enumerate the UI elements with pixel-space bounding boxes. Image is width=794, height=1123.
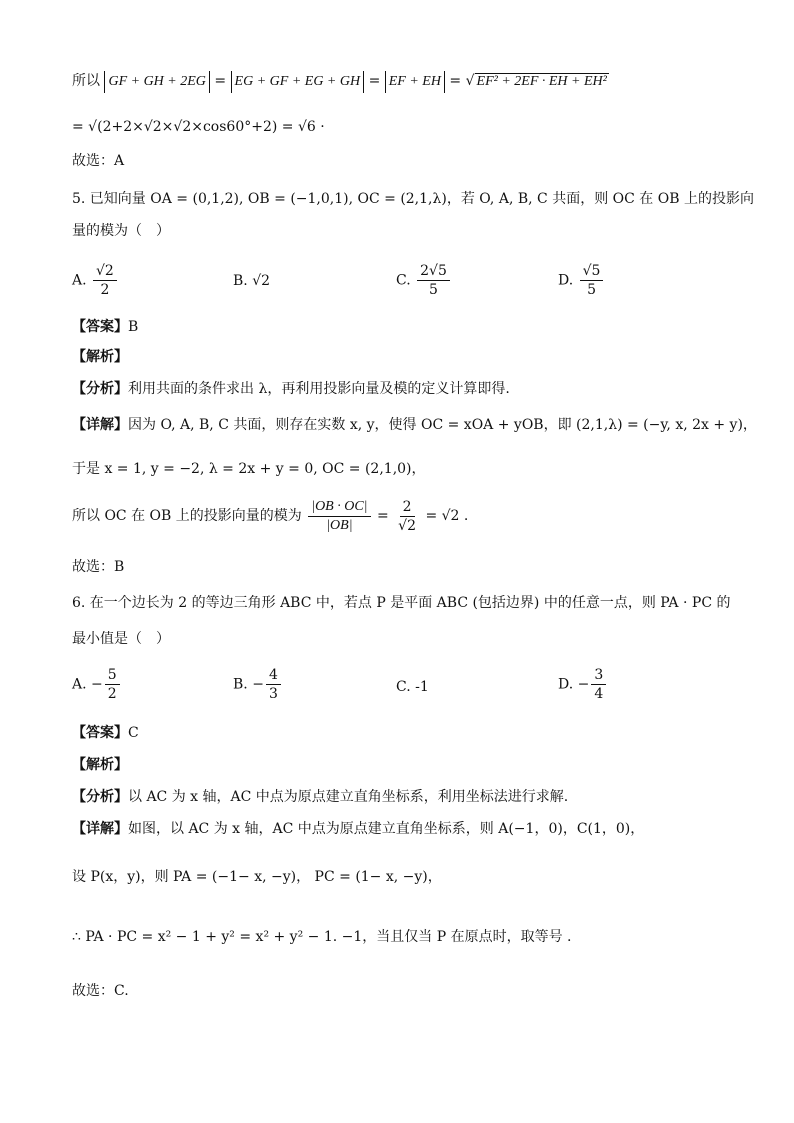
q6-d-den: 4 xyxy=(594,686,604,702)
top-expr-3: EF + EH xyxy=(385,71,445,93)
q5-a-num: √2 xyxy=(93,262,117,281)
q5-so-text: 所以 OC 在 OB 上的投影向量的模为 xyxy=(72,508,302,524)
q6-xiangjie-tag: 【详解】 xyxy=(72,821,128,837)
q5-option-c xyxy=(396,262,452,299)
top-line-2: = √(2+2×√2×√2×cos60°+2) = √6 · xyxy=(72,119,325,135)
top-answer: 故选：A xyxy=(72,153,125,169)
top-radicand: EF² + 2EF · EH + EH² xyxy=(476,74,607,89)
q6-xiangjie: 如图，以 AC 为 x 轴，AC 中点为原点建立直角坐标系，则 A(−1，0)，C(1，0)， xyxy=(128,821,645,837)
q5-stem-1: 5. 已知向量 OA = (0,1,2), OB = (−1,0,1), OC = (2,1,λ)，若 O, A, B, C 共面，则 OC 在 OB 上的投影向 xyxy=(72,191,754,207)
q5-a-den: 2 xyxy=(100,282,110,298)
q6-option-c-label: C. xyxy=(396,679,411,695)
q6-option-a-sign: − xyxy=(91,676,103,693)
top-expr-1: GF + GH + 2EG xyxy=(104,71,209,93)
top-prefix: 所以 xyxy=(72,73,100,89)
q5-option-a-label: A. xyxy=(72,272,87,289)
q6-option-a-label: A. xyxy=(72,676,87,693)
q6-option-a-frac xyxy=(105,666,120,703)
q5-fenxi: 利用共面的条件求出 λ，再利用投影向量及模的定义计算即得. xyxy=(128,381,510,397)
q5-option-d xyxy=(558,262,605,299)
q6-option-b xyxy=(233,666,283,703)
top-line-1: 所以 GF + GH + 2EG = EG + GF + EG + GH = EF + EH = √ EF² + 2EF · EH + EH² xyxy=(72,70,734,93)
q6-therefore-line: ∴ PA · PC = x² − 1 + y² = x² + y² − 1. −1，当且仅当 P 在原点时，取等号 . xyxy=(72,929,572,945)
q6-option-b-label: B. xyxy=(233,676,248,693)
q6-option-b-frac xyxy=(266,666,281,703)
q5-option-b xyxy=(233,270,270,292)
q5-c-den: 5 xyxy=(429,282,438,298)
q5-so-frac-2 xyxy=(395,498,419,535)
q5-fenxi-line xyxy=(72,378,734,400)
q5-so-num2: 2 xyxy=(400,498,415,517)
q5-so-den: |OB| xyxy=(326,517,353,533)
q5-xiangjie-tag: 【详解】 xyxy=(72,417,128,433)
q5-so-den2: √2 xyxy=(398,517,416,534)
q5-so-end: = √2 . xyxy=(425,508,469,524)
q5-d-den: 5 xyxy=(587,282,597,298)
q6-analysis-label: 【解析】 xyxy=(72,757,128,773)
q5-answer-tag: 【答案】 xyxy=(72,319,128,335)
q5-d-num: √5 xyxy=(580,262,604,281)
q6-analysis-tag xyxy=(72,754,734,776)
q5-option-b-value: √2 xyxy=(252,273,271,289)
q5-so-line xyxy=(72,496,734,536)
q5-answer: B xyxy=(128,319,139,335)
q5-then-line: 于是 x = 1, y = −2, λ = 2x + y = 0, OC = (2,1,0)， xyxy=(72,461,426,477)
q5-xiangjie: 因为 O, A, B, C 共面，则存在实数 x, y，使得 OC = xOA + yOB，即 (2,1,λ) = (−y, x, 2x + y)， xyxy=(128,417,757,433)
q5-so-num: |OB · OC| xyxy=(308,498,370,517)
q6-option-d xyxy=(558,666,608,703)
q6-answer-line xyxy=(72,722,734,744)
q5-analysis-label: 【解析】 xyxy=(72,349,128,365)
q5-option-d-label: D. xyxy=(558,272,574,289)
q6-b-den: 3 xyxy=(268,686,278,702)
q5-analysis-tag xyxy=(72,346,734,368)
q6-a-num: 5 xyxy=(105,666,120,685)
q6-option-d-sign: − xyxy=(577,676,590,693)
q6-set-line: 设 P(x，y)，则 PA = (−1− x, −y)， PC = (1− x, −y)， xyxy=(72,869,442,885)
q6-option-c xyxy=(396,676,429,698)
q5-answer-line xyxy=(72,316,734,338)
q5-option-d-frac xyxy=(580,262,604,299)
q6-option-a xyxy=(72,666,122,703)
q6-fenxi-tag: 【分析】 xyxy=(72,789,128,805)
q6-answer-tag: 【答案】 xyxy=(72,725,128,741)
q5-option-c-frac xyxy=(417,262,450,299)
q6-stem-1: 6. 在一个边长为 2 的等边三角形 ABC 中，若点 P 是平面 ABC (包括边界) 中的任意一点，则 PA · PC 的 xyxy=(72,595,731,611)
q6-option-d-frac xyxy=(591,666,606,703)
q6-fenxi-line xyxy=(72,786,734,808)
q5-xiangjie-line xyxy=(72,414,757,436)
q5-option-b-label: B. xyxy=(233,273,248,289)
q5-stem-2: 量的模为（ ） xyxy=(72,223,170,239)
q5-c-num: 2√5 xyxy=(417,262,450,281)
q6-option-b-sign: − xyxy=(252,676,264,693)
q6-a-den: 2 xyxy=(107,686,117,702)
q6-option-d-label: D. xyxy=(558,676,574,693)
q5-fenxi-tag: 【分析】 xyxy=(72,381,128,397)
q5-option-c-label: C. xyxy=(396,272,411,289)
top-sqrt: √ EF² + 2EF · EH + EH² xyxy=(465,73,607,89)
top-expr-2: EG + GF + EG + GH xyxy=(231,71,365,93)
q5-option-a xyxy=(72,262,119,299)
q6-b-num: 4 xyxy=(266,666,281,685)
q6-stem-2: 最小值是（ ） xyxy=(72,631,170,647)
q6-answer: C xyxy=(128,725,139,741)
q6-fenxi: 以 AC 为 x 轴，AC 中点为原点建立直角坐标系，利用坐标法进行求解. xyxy=(128,789,569,805)
q5-so-frac-1 xyxy=(308,498,370,535)
q5-choose: 故选：B xyxy=(72,559,125,575)
q5-so-eq: = xyxy=(376,508,389,524)
q5-option-a-frac xyxy=(93,262,117,299)
q6-choose: 故选：C. xyxy=(72,983,129,999)
q6-d-num: 3 xyxy=(591,666,606,685)
q6-xiangjie-line xyxy=(72,818,734,840)
q6-option-c-value: -1 xyxy=(415,679,429,695)
